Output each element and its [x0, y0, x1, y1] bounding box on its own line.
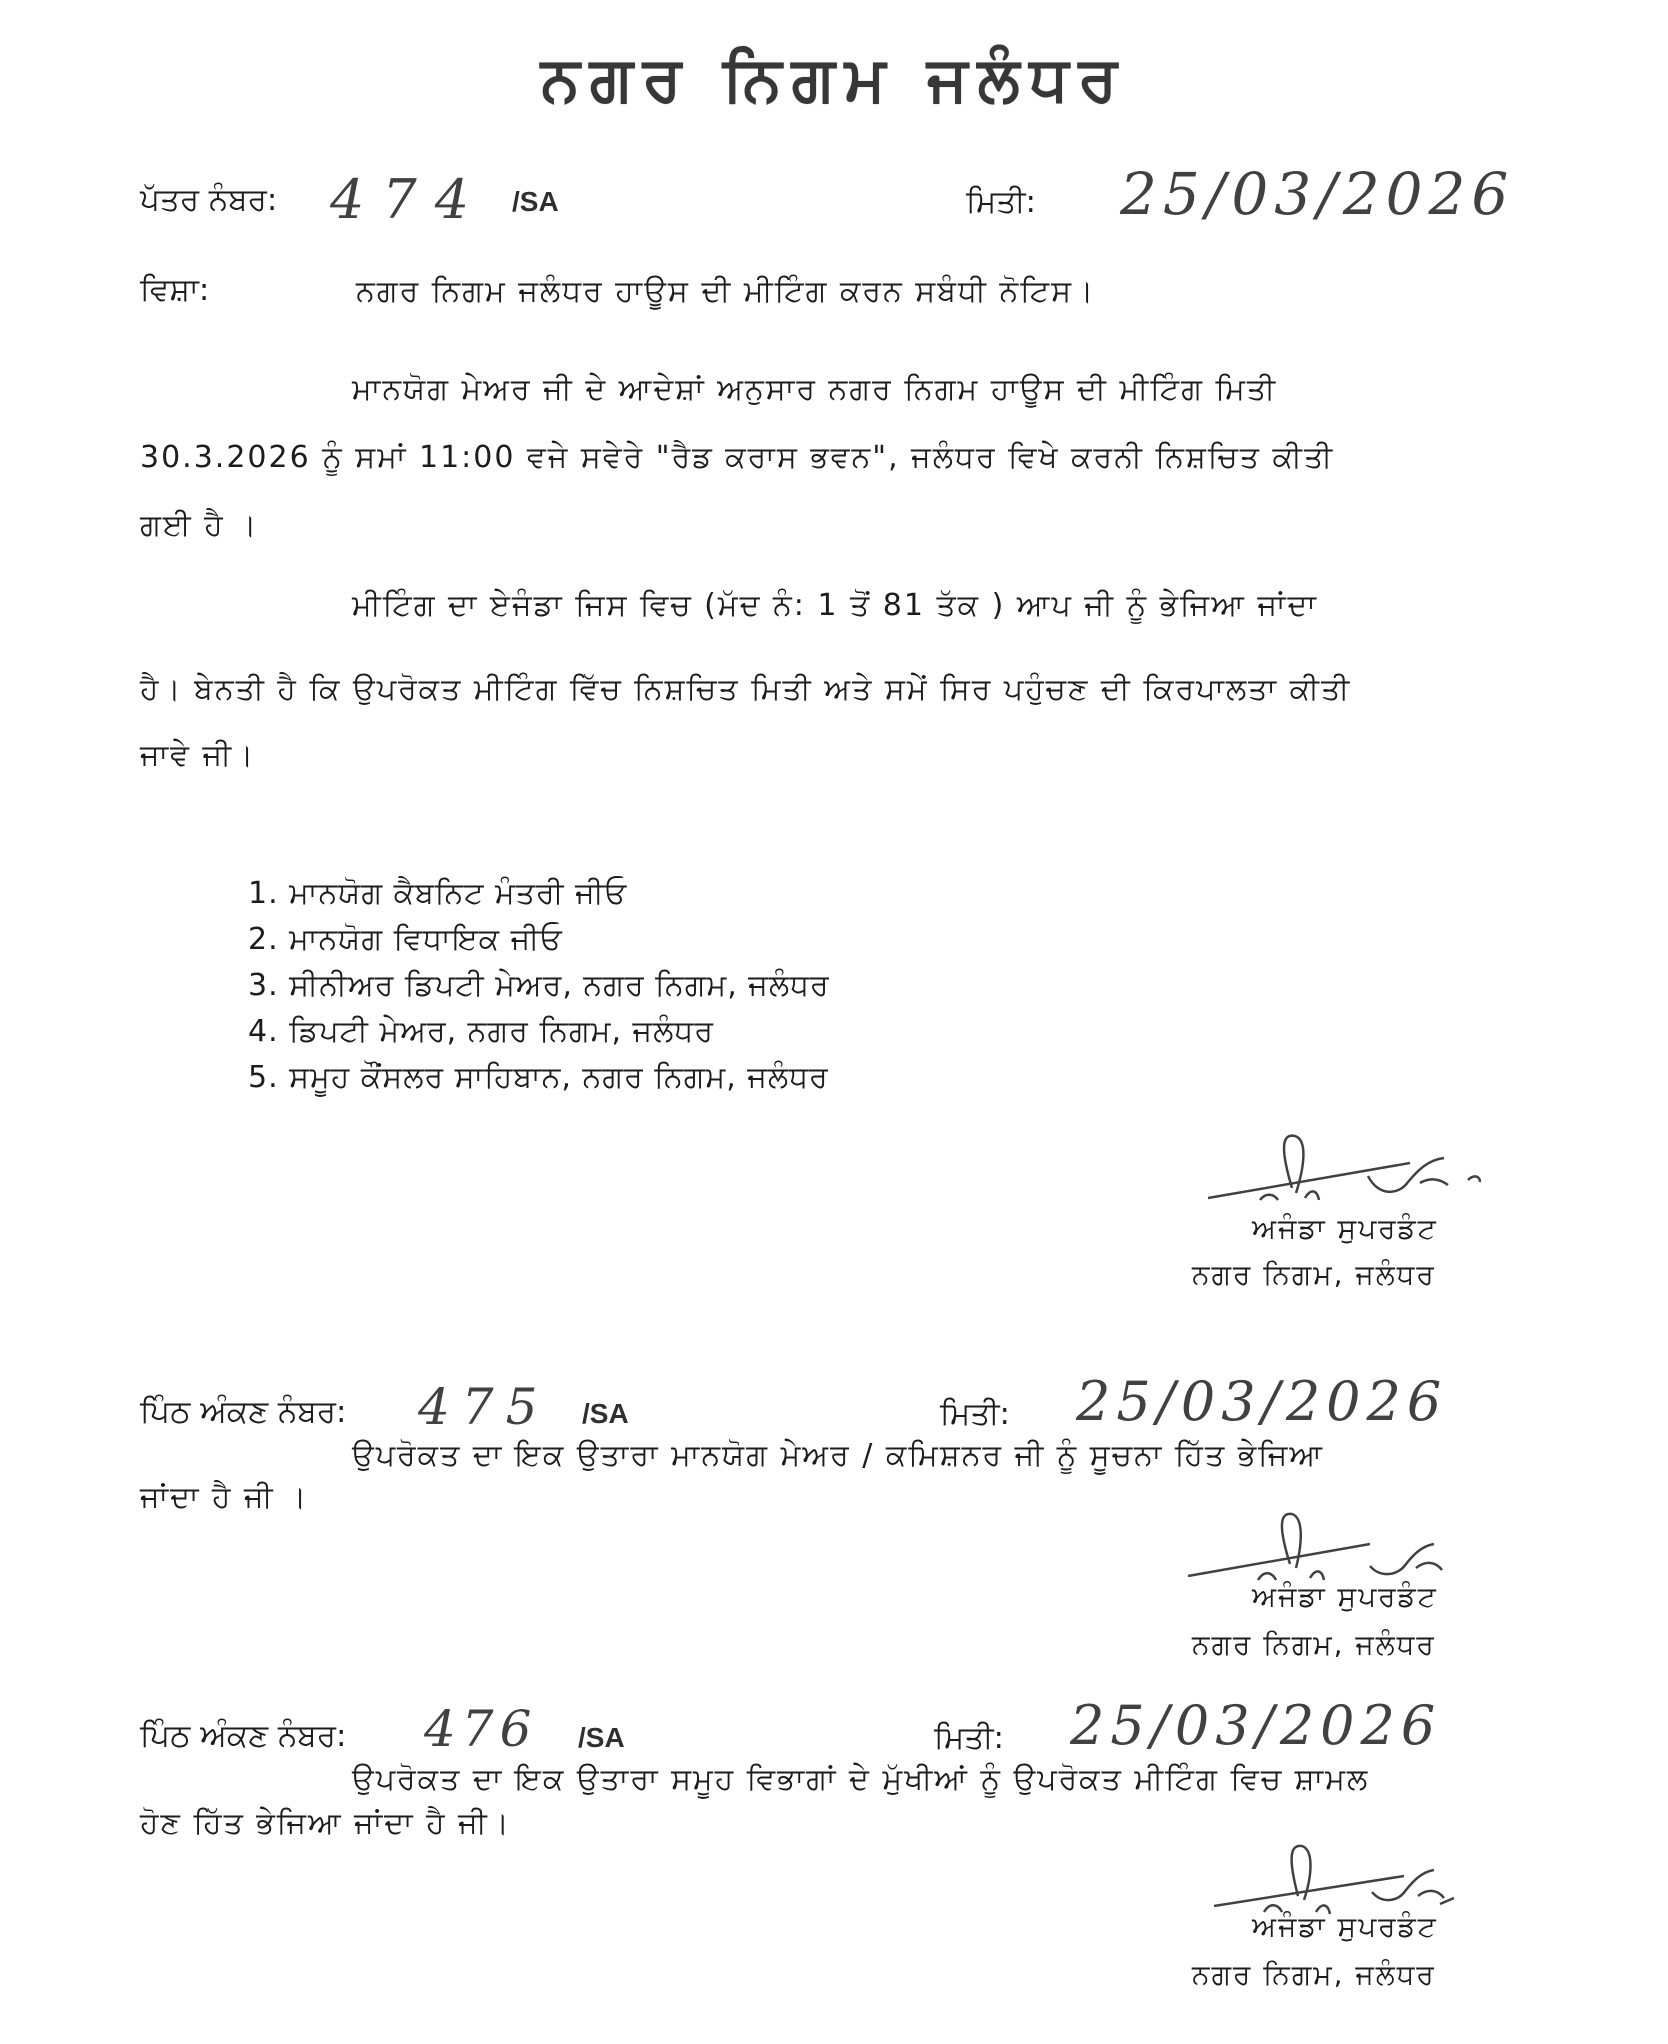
date-handwritten: 25/03/2026 — [1120, 160, 1515, 228]
signatory-office: ਨਗਰ ਨਿਗਮ, ਜਲੰਧਰ — [1192, 1628, 1436, 1661]
paragraph-1-line-2: 30.3.2026 ਨੂੰ ਸਮਾਂ 11:00 ਵਜੇ ਸਵੇਰੇ "ਰੈਡ ਕਰਾਸ ਭਵਨ", ਜਲੰਧਰ ਵਿਖੇ ਕਰਨੀ ਨਿਸ਼ਚਿਤ ਕੀਤੀ — [140, 440, 1335, 475]
signatory-office: ਨਗਰ ਨਿਗਮ, ਜਲੰਧਰ — [1192, 1258, 1436, 1291]
paragraph-2-line-1: ਮੀਟਿੰਗ ਦਾ ਏਜੰਡਾ ਜਿਸ ਵਿਚ (ਮੱਦ ਨੰ: 1 ਤੋਂ 81 ਤੱਕ ) ਆਪ ਜੀ ਨੂੰ ਭੇਜਿਆ ਜਾਂਦਾ — [352, 588, 1318, 623]
endorsement-number-label: ਪਿੰਠ ਅੰਕਣ ਨੰਬਰ: — [140, 1718, 347, 1754]
document-title: ਨਗਰ ਨਿਗਮ ਜਲੰਧਰ — [540, 42, 1128, 115]
endorsement-number-suffix: /SA — [578, 1722, 625, 1753]
endorsement-number-suffix: /SA — [582, 1398, 629, 1429]
endorsement-number-handwritten: 476 — [424, 1700, 538, 1758]
endorsement-line-1: ਉਪਰੋਕਤ ਦਾ ਇਕ ਉਤਾਰਾ ਸਮੂਹ ਵਿਭਾਗਾਂ ਦੇ ਮੁੱਖੀਆਂ ਨੂੰ ਉਪਰੋਕਤ ਮੀਟਿੰਗ ਵਿਚ ਸ਼ਾਮਲ — [352, 1762, 1370, 1797]
endorsement-number-label: ਪਿੰਠ ਅੰਕਣ ਨੰਬਰ: — [140, 1394, 347, 1430]
signatory-designation: ਅਜੰਡਾ ਸੁਪਰਡੰਟ — [1252, 1580, 1438, 1613]
subject-label: ਵਿਸ਼ਾ: — [140, 272, 210, 308]
recipient-item: 5. ਸਮੂਹ ਕੌਂਸਲਰ ਸਾਹਿਬਾਨ, ਨਗਰ ਨਿਗਮ, ਜਲੰਧਰ — [248, 1060, 829, 1095]
date-label: ਮਿਤੀ: — [966, 184, 1036, 220]
signature-scribble-icon — [1200, 1128, 1500, 1218]
recipient-item: 4. ਡਿਪਟੀ ਮੇਅਰ, ਨਗਰ ਨਿਗਮ, ਜਲੰਧਰ — [248, 1014, 714, 1049]
paragraph-1-line-1: ਮਾਨਯੋਗ ਮੇਅਰ ਜੀ ਦੇ ਆਦੇਸ਼ਾਂ ਅਨੁਸਾਰ ਨਗਰ ਨਿਗਮ ਹਾਊਸ ਦੀ ਮੀਟਿੰਗ ਮਿਤੀ — [352, 372, 1278, 407]
subject-text: ਨਗਰ ਨਿਗਮ ਜਲੰਧਰ ਹਾਊਸ ਦੀ ਮੀਟਿੰਗ ਕਰਨ ਸਬੰਧੀ ਨੋਟਿਸ। — [356, 274, 1096, 309]
endorsement-date-handwritten: 25/03/2026 — [1076, 1370, 1448, 1433]
signatory-designation: ਅਜੰਡਾ ਸੁਪਰਡੰਟ — [1252, 1910, 1438, 1943]
endorsement-number-handwritten: 475 — [418, 1378, 550, 1436]
recipient-item: 3. ਸੀਨੀਅਰ ਡਿਪਟੀ ਮੇਅਰ, ਨਗਰ ਨਿਗਮ, ਜਲੰਧਰ — [248, 968, 830, 1003]
endorsement-date-label: ਮਿਤੀ: — [940, 1396, 1010, 1432]
paragraph-2-line-2: ਹੈ। ਬੇਨਤੀ ਹੈ ਕਿ ਉਪਰੋਕਤ ਮੀਟਿੰਗ ਵਿੱਚ ਨਿਸ਼ਚਿਤ ਮਿਤੀ ਅਤੇ ਸਮੇਂ ਸਿਰ ਪਹੁੰਚਣ ਦੀ ਕਿਰਪਾਲਤਾ ਕੀਤੀ — [140, 672, 1352, 707]
letter-number-handwritten: 474 — [330, 168, 488, 231]
paragraph-1-line-3: ਗਈ ਹੈ । — [140, 508, 259, 543]
paragraph-2-line-3: ਜਾਵੇ ਜੀ। — [140, 738, 256, 773]
signatory-office: ਨਗਰ ਨਿਗਮ, ਜਲੰਧਰ — [1192, 1958, 1436, 1991]
endorsement-date-label: ਮਿਤੀ: — [934, 1720, 1004, 1756]
letter-number-label: ਪੱਤਰ ਨੰਬਰ: — [140, 182, 278, 218]
endorsement-line-1: ਉਪਰੋਕਤ ਦਾ ਇਕ ਉਤਾਰਾ ਮਾਨਯੋਗ ਮੇਅਰ / ਕਮਿਸ਼ਨਰ ਜੀ ਨੂੰ ਸੂਚਨਾ ਹਿੱਤ ਭੇਜਿਆ — [352, 1438, 1324, 1473]
endorsement-date-handwritten: 25/03/2026 — [1070, 1694, 1442, 1757]
recipient-item: 2. ਮਾਨਯੋਗ ਵਿਧਾਇਕ ਜੀਓ — [248, 922, 563, 957]
signatory-designation: ਅਜੰਡਾ ਸੁਪਰਡੰਟ — [1252, 1212, 1438, 1245]
letter-number-suffix: /SA — [512, 186, 559, 217]
endorsement-line-2: ਹੋਣ ਹਿੱਤ ਭੇਜਿਆ ਜਾਂਦਾ ਹੈ ਜੀ। — [140, 1806, 511, 1841]
signature-scribble-icon — [1180, 1508, 1480, 1588]
recipient-item: 1. ਮਾਨਯੋਗ ਕੈਬਨਿਟ ਮੰਤਰੀ ਜੀਓ — [248, 876, 628, 911]
endorsement-line-2: ਜਾਂਦਾ ਹੈ ਜੀ । — [140, 1480, 309, 1515]
